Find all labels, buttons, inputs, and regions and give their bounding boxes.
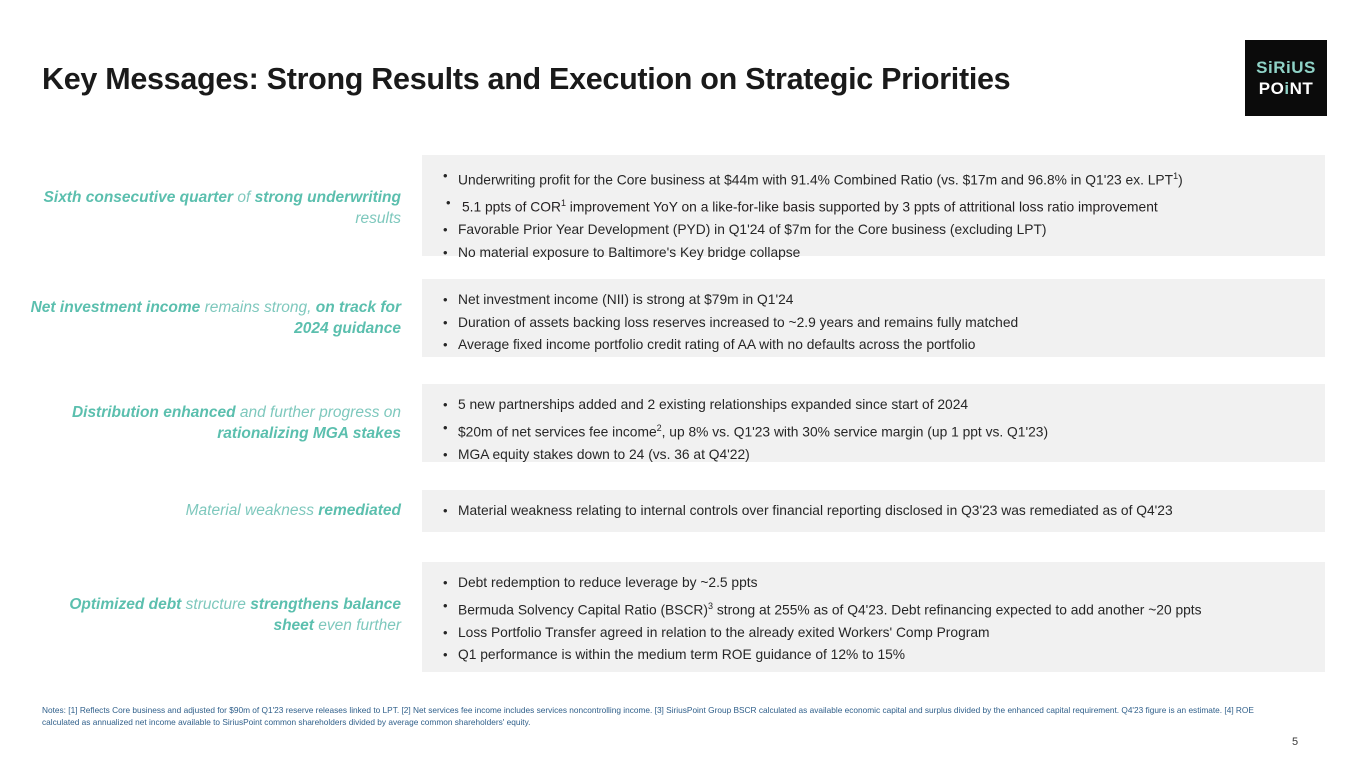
section-content <box>422 384 1325 462</box>
logo-line-2-a: PO <box>1258 79 1285 98</box>
sub-bullet-item: • 5.1 ppts of COR$^1$ improvement YoY on a like-for-like basis supported by 3 ppts of attritional loss ratio improvement <box>436 192 1311 219</box>
page-title: Key Messages: Strong Results and Execution on Strategic Priorities <box>42 62 1011 96</box>
section-label: Distribution enhanced and further progress on rationalizing MGA stakes <box>71 404 401 442</box>
bullet-list <box>436 500 1311 523</box>
bullet-item: • Loss Portfolio Transfer agreed in relation to the already exited Workers' Comp Program <box>436 622 1311 645</box>
siriuspoint-logo <box>1245 40 1327 116</box>
bullet-item: • No material exposure to Baltimore's Key bridge collapse <box>436 242 1311 265</box>
section-label: Optimized debt structure strengthens balance sheet even further <box>69 596 401 634</box>
bullet-item: • 5 new partnerships added and 2 existing relationships expanded since start of 2024 <box>436 394 1311 417</box>
logo-line-1: SiRiUS <box>1256 58 1316 77</box>
logo-dot: i <box>1284 79 1290 98</box>
page-number: 5 <box>1292 736 1299 748</box>
bullet-item: • Average fixed income portfolio credit rating of AA with no defaults across the portfolio <box>436 334 1311 357</box>
bullet-item: • Favorable Prior Year Development (PYD) in Q1'24 of $7m for the Core business (excluding LPT) <box>436 219 1311 242</box>
section-label: Sixth consecutive quarter of strong underwriting results <box>43 189 401 227</box>
bullet-item: • Underwriting profit for the Core business at $44m with 91.4% Combined Ratio (vs. $17m and 96.8% in Q1'23 ex. LPT$^1$) <box>436 165 1311 192</box>
sub-bullet-list <box>436 192 1311 219</box>
section-label: Material weakness remediated <box>185 502 401 519</box>
bullet-item: • MGA equity stakes down to 24 (vs. 36 at Q4'22) <box>436 444 1311 467</box>
bullet-list <box>436 165 1311 264</box>
bullet-item: • Net investment income (NII) is strong at $79m in Q1'24 <box>436 289 1311 312</box>
section-label: Net investment income remains strong, on track for 2024 guidance <box>30 299 401 337</box>
bullet-item: • Q1 performance is within the medium term ROE guidance of 12% to 15% <box>436 644 1311 667</box>
footnotes: Notes: [1] Reflects Core business and adjusted for $90m of Q1'23 reserve releases linked to LPT. [2] Net services fee income includes services noncontrolling income. [3] SiriusPoint Group BSCR calculated as available economic capital and surplus divided by the enhanced capital requirement. Q4'23 figure is an estimate. [4] ROE calculated as annualized net income available to SiriusPoint common shareholders divided by average common shareholders' equity. <box>42 705 1254 727</box>
section-content <box>422 490 1325 532</box>
section-content <box>422 279 1325 357</box>
bullet-list <box>436 289 1311 357</box>
bullet-item: • Duration of assets backing loss reserves increased to ~2.9 years and remains fully matched <box>436 312 1311 335</box>
section-content <box>422 155 1325 260</box>
section-content <box>422 562 1325 672</box>
bullet-item: • Material weakness relating to internal controls over financial reporting disclosed in Q3'23 was remediated as of Q4'23 <box>436 500 1311 523</box>
bullet-list <box>436 572 1311 667</box>
bullet-list <box>436 394 1311 466</box>
logo-line-2-b: NT <box>1289 79 1314 98</box>
logo-line-2 <box>1259 80 1313 97</box>
bullet-item: • Bermuda Solvency Capital Ratio (BSCR)$^3$ strong at 255% as of Q4'23. Debt refinancing expected to add another ~20 ppts <box>436 595 1311 622</box>
bullet-item: • $20m of net services fee income$^2$, up 8% vs. Q1'23 with 30% service margin (up 1 ppt vs. Q1'23) <box>436 417 1311 444</box>
bullet-item: • Debt redemption to reduce leverage by ~2.5 ppts <box>436 572 1311 595</box>
